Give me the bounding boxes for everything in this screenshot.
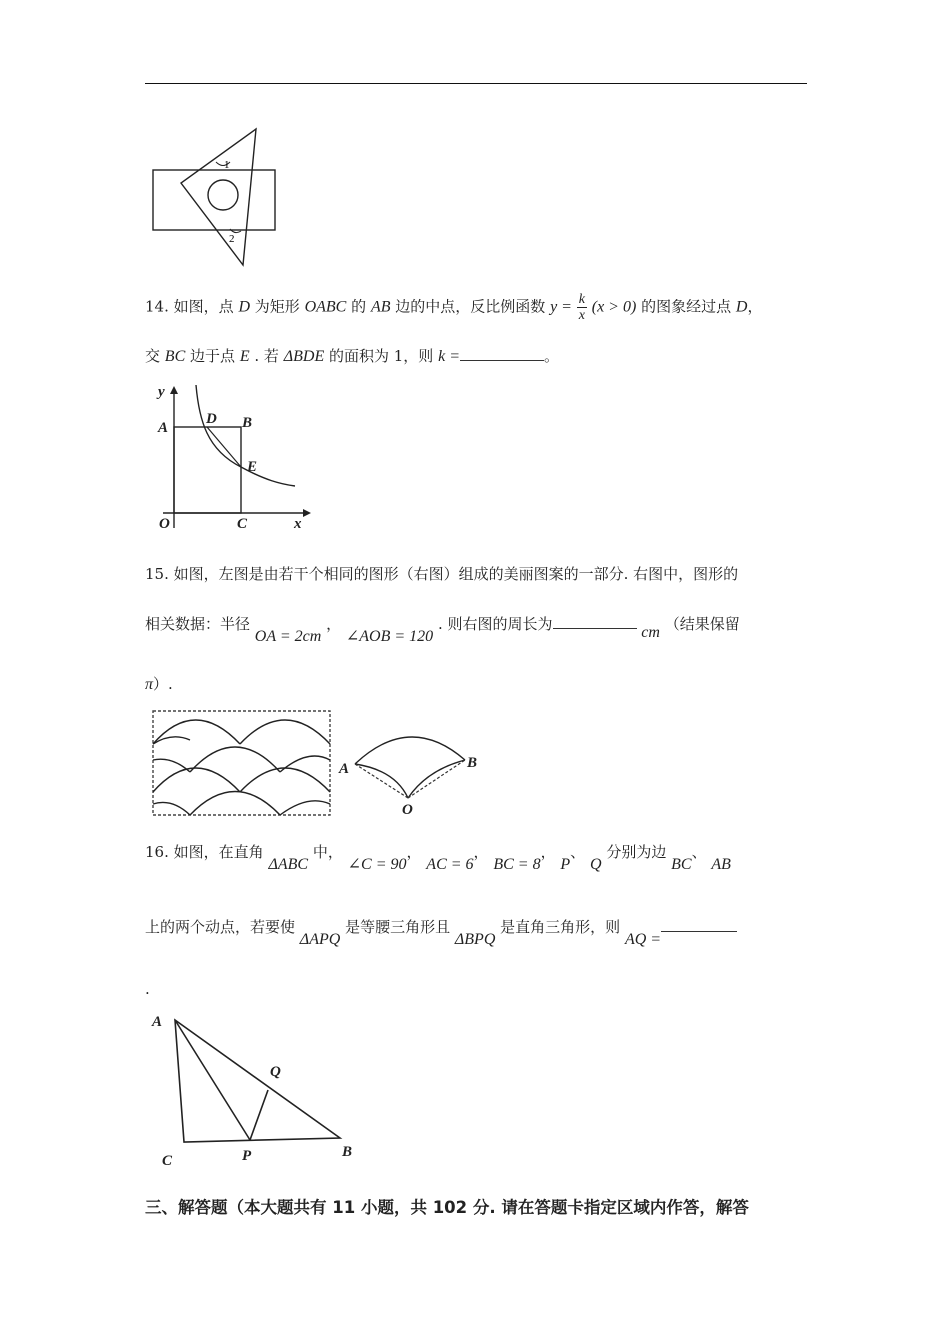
- triangle-ABC: [175, 1020, 340, 1142]
- q14-text-3: 的: [351, 297, 367, 316]
- figure-q15-pattern: [150, 708, 335, 820]
- label-E: E: [247, 459, 258, 475]
- q16-BC: BC = 8: [493, 856, 541, 873]
- hyperbola: [196, 385, 295, 486]
- q16-BPQ: ΔBPQ: [454, 931, 496, 948]
- q14-comma: ，: [747, 297, 763, 316]
- q14-y-eq: y =: [550, 298, 572, 316]
- q15-OA: OA = 2cm: [254, 628, 322, 645]
- label-y: y: [158, 384, 165, 400]
- header-rule: [145, 83, 807, 84]
- q16-P: P: [560, 856, 571, 873]
- q14-line-1: [145, 292, 762, 323]
- q14-D: D: [238, 298, 250, 316]
- unit-label-B: B: [467, 755, 478, 771]
- q16-sep2: 、: [691, 843, 707, 861]
- label-P: P: [242, 1148, 252, 1164]
- circle: [208, 180, 238, 210]
- label-B: B: [342, 1144, 353, 1160]
- q15-line-1: [145, 564, 738, 584]
- q14-BDE: ΔBDE: [283, 348, 325, 365]
- q16-line-1: [145, 842, 731, 873]
- q16-text-1: 如图，在直角: [173, 843, 264, 861]
- x-arrow: [303, 509, 311, 517]
- q14-text-8: . 若: [254, 347, 279, 365]
- q16-C90: ∠C = 90: [347, 856, 407, 873]
- q14-AB: AB: [370, 298, 391, 316]
- segment-PQ: [250, 1090, 268, 1140]
- label-A: A: [152, 1014, 163, 1030]
- q14-fraction: [577, 292, 587, 323]
- q14-number: 14.: [145, 297, 169, 316]
- q15-pi: π: [145, 676, 154, 693]
- q15-text-3: （结果保留: [664, 615, 740, 633]
- radius-OB: [408, 760, 465, 798]
- label-O: O: [159, 516, 170, 532]
- q15-text-1: 相关数据：半径: [145, 615, 251, 633]
- q14-text-6: 交: [145, 347, 161, 365]
- q16-c2: ，: [473, 843, 489, 861]
- q16-AB: AB: [711, 856, 731, 873]
- q15-line1: 如图，左图是由若干个相同的图形（右图）组成的美丽图案的一部分. 右图中，图形的: [173, 565, 739, 583]
- q14-D2: D: [735, 298, 748, 316]
- pattern-arcs: [153, 720, 330, 815]
- q14-text-5: 的图象经过点: [641, 297, 732, 316]
- q16-ABC: ΔABC: [268, 856, 309, 873]
- q14-E: E: [239, 348, 250, 365]
- q16-APQ: ΔAPQ: [299, 931, 341, 948]
- rectangle-OABC: [174, 427, 241, 513]
- y-arrow: [170, 386, 178, 394]
- q14-text-10: 。: [544, 347, 560, 365]
- q14-answer-blank[interactable]: [460, 360, 544, 361]
- figure-q14: [155, 380, 315, 535]
- q16-dot: .: [145, 980, 150, 998]
- section-3-heading: 三、解答题（本大题共有 11 小题，共 102 分. 请在答题卡指定区域内作答，解答: [145, 1198, 749, 1217]
- q15-comma: ，: [326, 615, 342, 633]
- q16-sep1: 、: [570, 843, 586, 861]
- q14-text-9: 的面积为 1，则: [329, 347, 434, 365]
- q15-text-4: ）.: [153, 675, 173, 693]
- q16-Q: Q: [589, 856, 602, 873]
- triangle: [181, 129, 256, 265]
- segment-DE: [207, 427, 241, 467]
- pattern-frame: [153, 711, 330, 815]
- figure-q13: [148, 125, 283, 270]
- figure-q15-unit: [335, 722, 485, 817]
- q16-answer-blank[interactable]: [661, 931, 737, 932]
- angle-1-label: 1: [224, 159, 230, 171]
- q14-OABC: OABC: [304, 298, 347, 316]
- q15-answer-blank[interactable]: [553, 628, 637, 629]
- q14-frac-num: k: [578, 292, 585, 307]
- q14-text-2: 为矩形: [254, 297, 300, 316]
- q15-number: 15.: [145, 565, 169, 583]
- q15-cm: cm: [641, 624, 660, 641]
- q16-c1: ，: [406, 843, 422, 861]
- q16-number: 16.: [145, 843, 169, 861]
- q15-AOB: ∠AOB = 120: [345, 628, 434, 645]
- q15-text-2: . 则右图的周长为: [437, 615, 553, 633]
- q16-BC2: BC: [671, 856, 692, 873]
- radius-OA: [355, 764, 408, 798]
- label-Q: Q: [270, 1064, 281, 1080]
- label-B: B: [242, 415, 253, 431]
- q14-text-7: 边于点: [190, 347, 236, 365]
- unit-top-arc: [355, 737, 465, 764]
- q15-line-2: [145, 614, 740, 645]
- q16-line-2: [145, 917, 737, 948]
- figure-q16: [150, 1008, 365, 1173]
- q14-line-2: [145, 346, 559, 367]
- q14-frac-den: x: [578, 308, 585, 323]
- q16-text-6: 是直角三角形，则: [500, 918, 621, 936]
- q16-AC: AC = 6: [426, 856, 474, 873]
- q16-text-2: 中，: [312, 843, 343, 861]
- segment-AP: [175, 1020, 250, 1140]
- q16-c3: ，: [540, 843, 556, 861]
- q16-text-5: 是等腰三角形且: [345, 918, 451, 936]
- q16-text-3: 分别为边: [606, 843, 667, 861]
- q16-AQ: AQ =: [624, 931, 662, 948]
- label-C: C: [237, 516, 248, 532]
- unit-label-A: A: [339, 761, 350, 777]
- unit-label-O: O: [402, 802, 413, 817]
- q14-BC: BC: [164, 348, 186, 365]
- q14-text-4: 边的中点，反比例函数: [395, 297, 546, 316]
- q16-line-3: [145, 979, 150, 999]
- q16-text-4: 上的两个动点，若要使: [145, 918, 296, 936]
- label-A: A: [158, 420, 169, 436]
- rectangle: [153, 170, 275, 230]
- angle-2-label: 2: [229, 233, 235, 245]
- q14-text-1: 如图，点: [173, 297, 234, 316]
- label-C: C: [162, 1153, 173, 1169]
- q14-condition: (x > 0): [591, 298, 637, 316]
- q15-line-3: [145, 674, 173, 695]
- label-D: D: [206, 411, 217, 427]
- label-x: x: [294, 516, 302, 532]
- q14-k-eq: k =: [438, 348, 460, 365]
